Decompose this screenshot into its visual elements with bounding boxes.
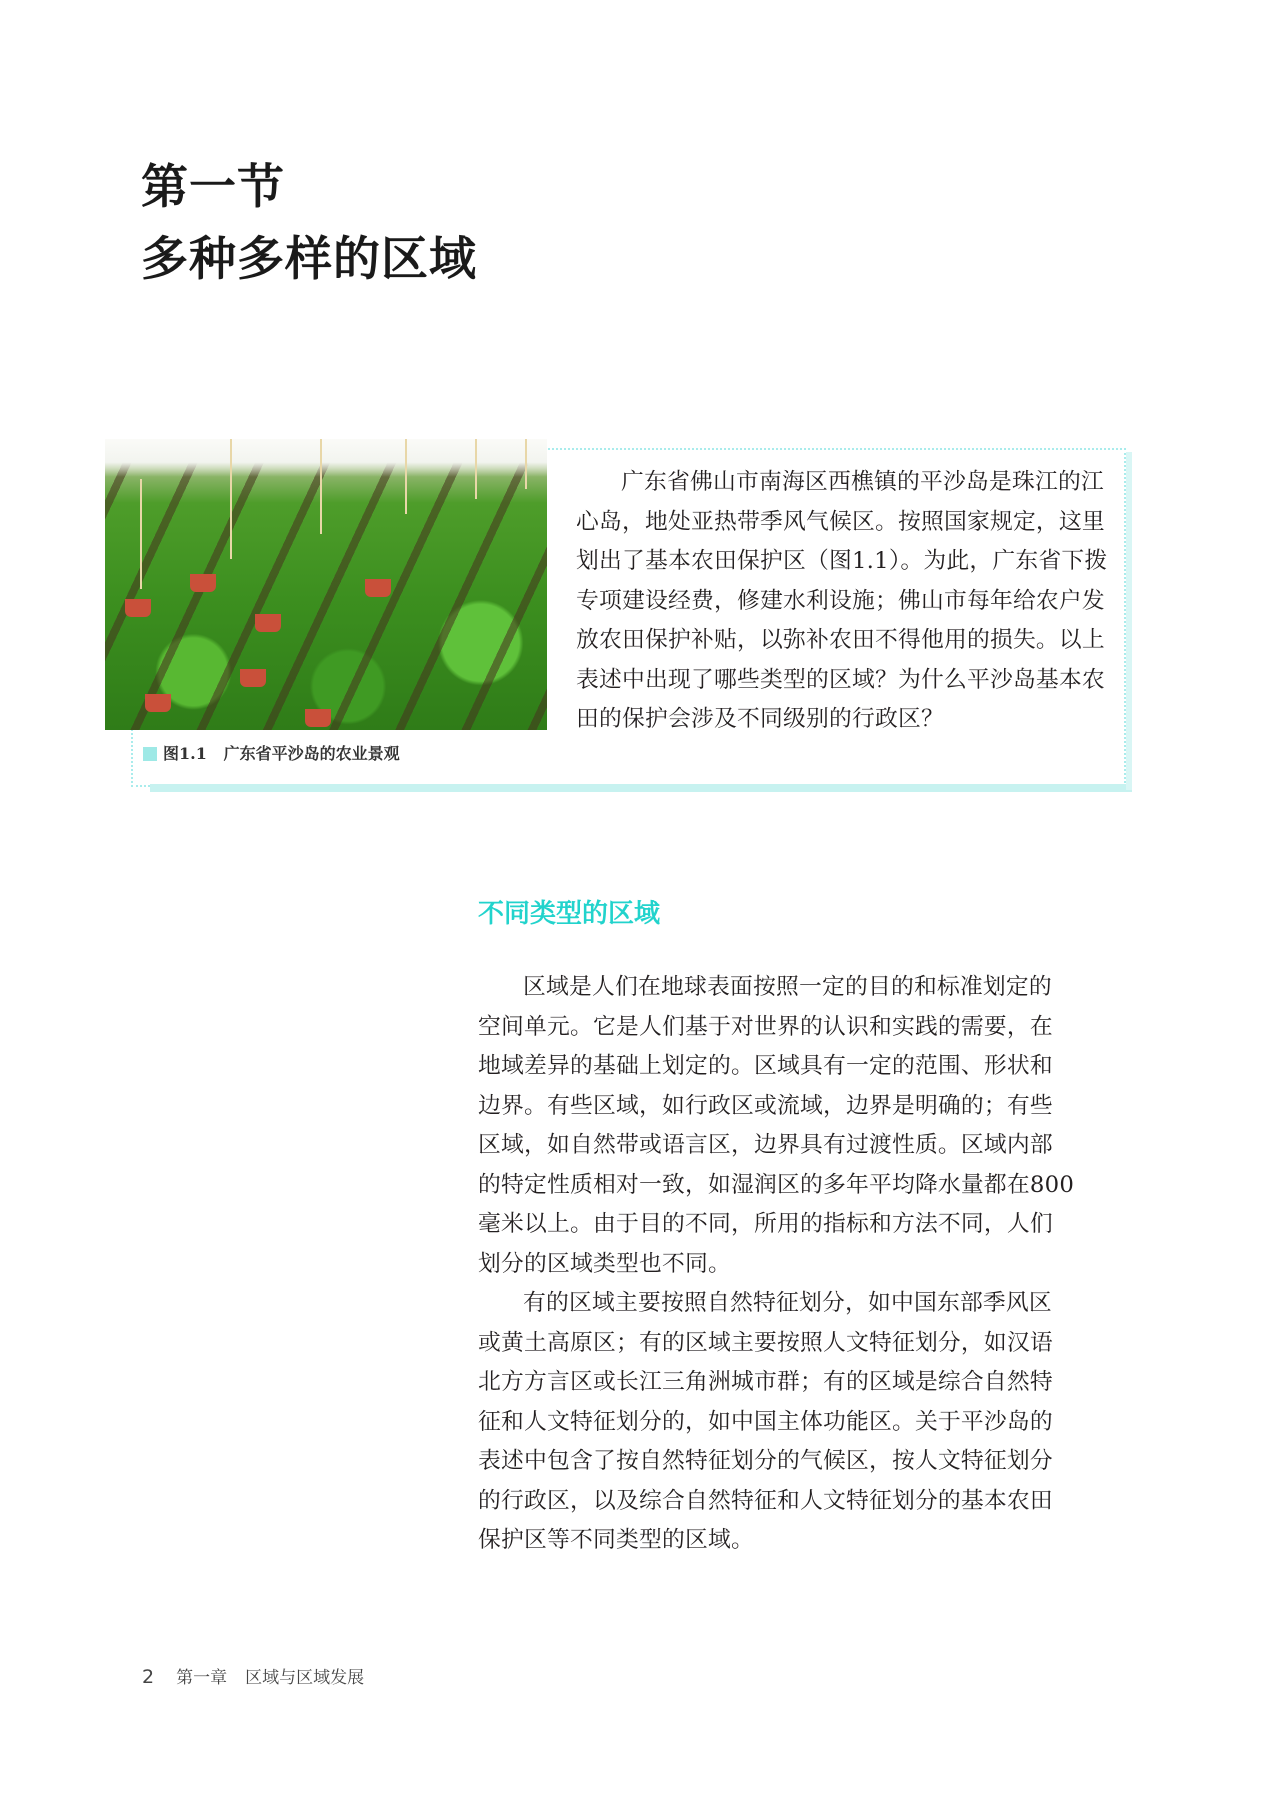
section-title: 多种多样的区域 xyxy=(141,232,477,287)
plant-pot xyxy=(190,574,216,592)
plant-stake xyxy=(475,439,477,499)
intro-box-shadow xyxy=(150,784,1132,792)
text-line: 毫米以上。由于目的不同，所用的指标和方法不同，人们 xyxy=(478,1211,1053,1237)
text-line: 保护区等不同类型的区域。 xyxy=(478,1527,754,1553)
text-line: 表述中包含了按自然特征划分的气候区，按人文特征划分 xyxy=(478,1448,1053,1474)
plant-pot xyxy=(255,614,281,632)
text-line: 空间单元。它是人们基于对世界的认识和实践的需要，在 xyxy=(478,1013,1053,1040)
plant-stake xyxy=(140,479,142,589)
caption-marker-icon xyxy=(143,747,157,761)
figure-caption-text: 广东省平沙岛的农业景观 xyxy=(223,744,400,763)
figure-caption xyxy=(143,741,400,764)
figure-label: 图1.1 xyxy=(163,744,207,763)
intro-text xyxy=(576,463,1116,740)
text-line: 划出了基本农田保护区（图1.1）。为此，广东省下拨 xyxy=(576,548,1108,574)
intro-box-shadow-right xyxy=(1126,452,1132,790)
text-line: 征和人文特征划分的，如中国主体功能区。关于平沙岛的 xyxy=(478,1408,1053,1435)
text-line: 区域，如自然带或语言区，边界具有过渡性质。区域内部 xyxy=(478,1132,1053,1158)
plant-stake xyxy=(230,439,232,559)
plant-pot xyxy=(365,579,391,597)
plant-stake xyxy=(320,439,322,534)
text-line: 区域是人们在地球表面按照一定的目的和标准划定的 xyxy=(523,974,1052,1000)
text-line: 划分的区域类型也不同。 xyxy=(478,1250,731,1277)
text-line: 广东省佛山市南海区西樵镇的平沙岛是珠江的江 xyxy=(621,469,1104,495)
page-number: 2 xyxy=(142,1666,155,1688)
text-line: 专项建设经费，修建水利设施；佛山市每年给农户发 xyxy=(576,587,1105,614)
farmland-photo xyxy=(105,439,547,730)
plant-stake xyxy=(405,439,407,514)
plant-pot xyxy=(145,694,171,712)
text-line: 表述中出现了哪些类型的区域？为什么平沙岛基本农 xyxy=(576,666,1105,693)
chapter-number: 第一章 xyxy=(176,1668,228,1688)
subsection-heading: 不同类型的区域 xyxy=(478,899,661,929)
text-line: 地域差异的基础上划定的。区域具有一定的范围、形状和 xyxy=(478,1053,1053,1079)
plant-pot xyxy=(125,599,151,617)
section-number: 第一节 xyxy=(141,160,285,215)
text-line: 有的区域主要按照自然特征划分，如中国东部季风区 xyxy=(523,1290,1052,1316)
text-line: 边界。有些区域，如行政区或流域，边界是明确的；有些 xyxy=(478,1092,1053,1119)
body-text xyxy=(478,968,1118,1561)
text-line: 心岛，地处亚热带季风气候区。按照国家规定，这里 xyxy=(576,508,1105,535)
plant-pot xyxy=(305,709,331,727)
text-line: 田的保护会涉及不同级别的行政区？ xyxy=(576,706,944,732)
text-line: 或黄土高原区；有的区域主要按照人文特征划分，如汉语 xyxy=(478,1329,1053,1356)
plant-pot xyxy=(240,669,266,687)
text-line: 的特定性质相对一致，如湿润区的多年平均降水量都在800 xyxy=(478,1171,1075,1198)
plant-stake xyxy=(525,439,527,489)
page-footer xyxy=(142,1663,364,1688)
text-line: 放农田保护补贴，以弥补农田不得他用的损失。以上 xyxy=(576,627,1105,653)
text-line: 的行政区，以及综合自然特征和人文特征划分的基本农田 xyxy=(478,1487,1053,1514)
chapter-title: 区域与区域发展 xyxy=(245,1668,365,1688)
text-line: 北方方言区或长江三角洲城市群；有的区域是综合自然特 xyxy=(478,1369,1053,1395)
